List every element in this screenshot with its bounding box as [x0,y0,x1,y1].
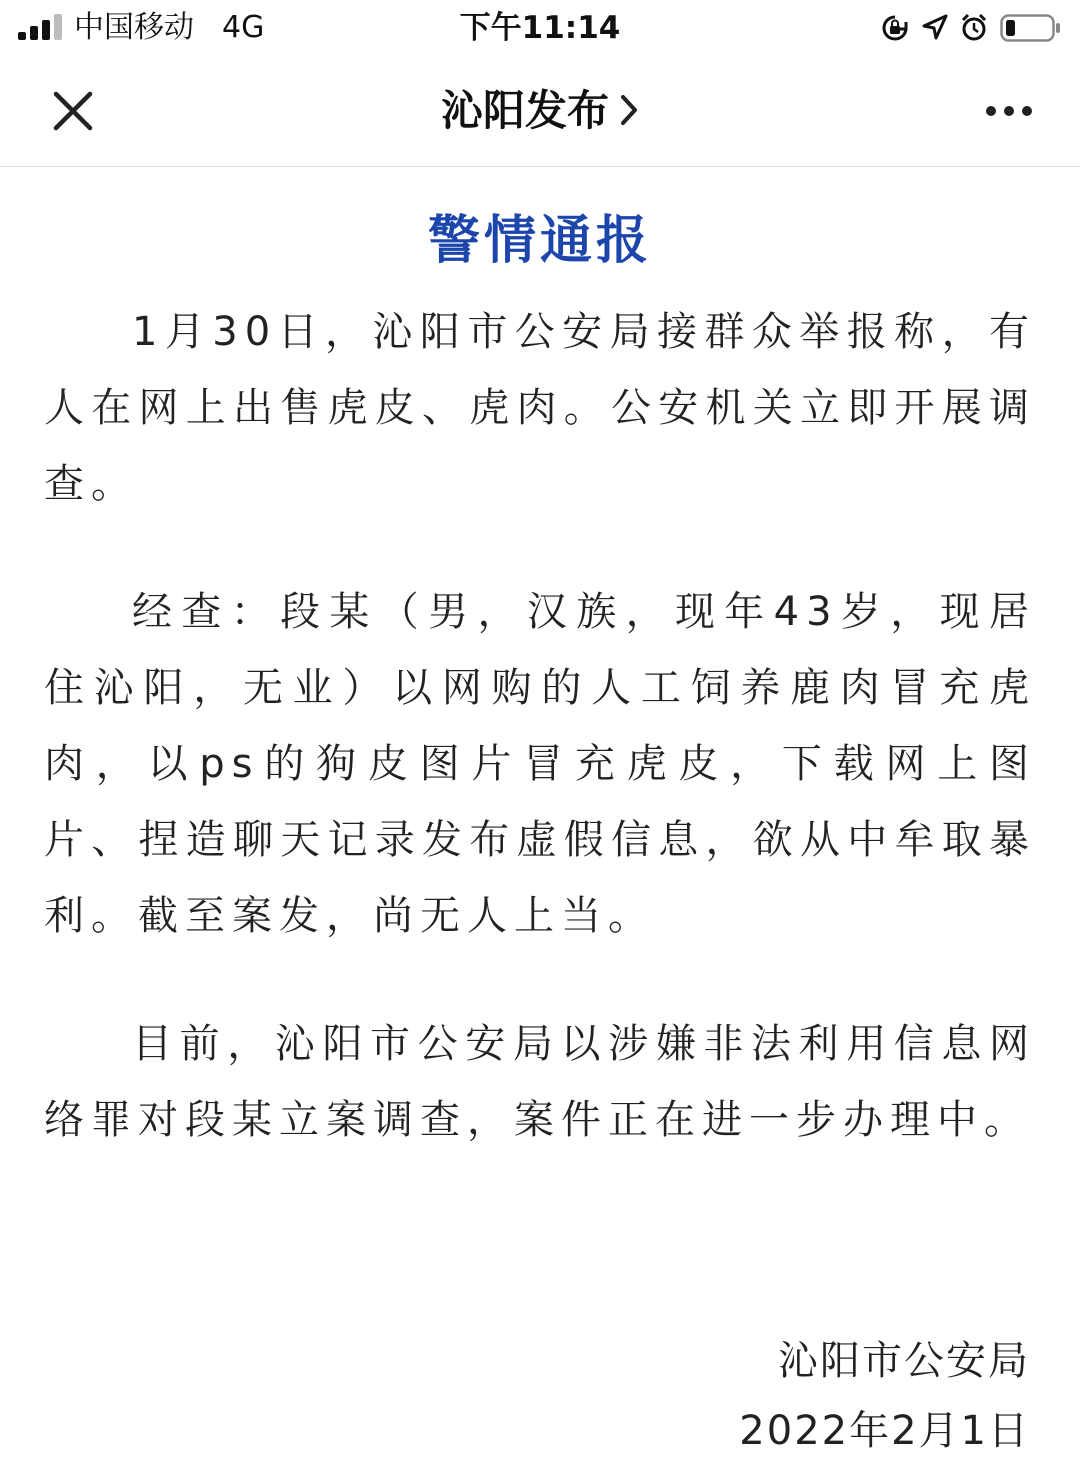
article-body [44,166,1036,1158]
screen-rotation-lock-icon [880,13,910,43]
article-paragraph: 经查：段某（男，汉族，现年43岁，现居住沁阳，无业）以网购的人工饲养鹿肉冒充虎肉，以ps的狗皮图片冒充虎皮，下载网上图片、捏造聊天记录发布虚假信息，欲从中牟取暴利。截至案发，尚无人上当。 [44,589,1036,939]
location-icon [922,14,948,42]
status-icons [880,10,1062,46]
chevron-right-icon [619,93,639,127]
carrier-name: 中国移动 [74,10,194,45]
status-bar [0,0,1080,56]
battery-icon [1000,13,1062,43]
signature-org: 沁阳市公安局 [778,1338,1030,1384]
article-signature [739,1326,1030,1466]
status-time: 下午11:14 [459,10,621,46]
article-title: 警情通报 [427,211,652,271]
network-type: 4G [222,10,265,45]
nav-bar [0,56,1080,167]
signature-date: 2022年2月1日 [739,1408,1030,1454]
article-paragraph: 1月30日，沁阳市公安局接群众举报称，有人在网上出售虎皮、虎肉。公安机关立即开展调查。 [44,309,1036,507]
account-title-link[interactable] [0,82,1080,140]
article-paragraph: 目前，沁阳市公安局以涉嫌非法利用信息网络罪对段某立案调查，案件正在进一步办理中。 [44,1021,1036,1143]
more-icon[interactable] [984,96,1034,126]
alarm-icon [960,13,988,43]
account-title: 沁阳发布 [440,86,609,135]
